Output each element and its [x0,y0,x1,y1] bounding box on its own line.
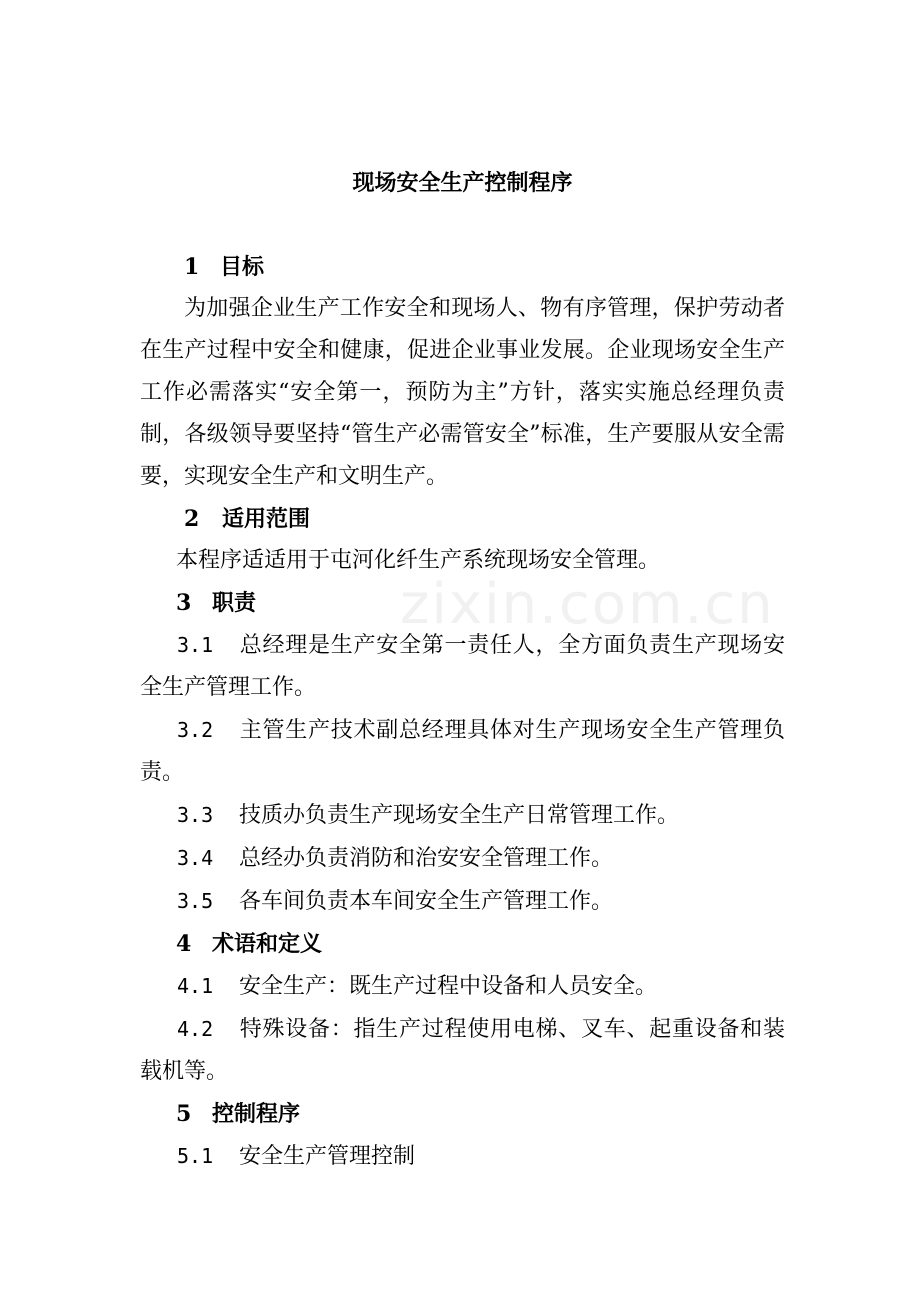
list-item [140,1008,785,1093]
item-number: 3.2 [177,718,214,742]
item-text: 总经理是生产安全第一责任人，全方面负责生产现场安全生产管理工作。 [140,633,785,700]
list-item [140,1135,785,1178]
section-label: 术语和定义 [212,931,323,957]
item-number: 5.1 [177,1144,214,1168]
document-title: 现场安全生产控制程序 [352,170,573,196]
item-number: 4.2 [177,1017,214,1041]
document-body [140,162,785,1178]
section-heading-4 [140,923,785,965]
item-text: 安全生产管理控制 [239,1144,416,1169]
item-text: 安全生产：既生产过程中设备和人员安全。 [239,974,658,999]
item-text: 技质办负责生产现场安全生产日常管理工作。 [239,803,680,828]
section-number: 3 [176,590,192,616]
list-item [140,794,785,837]
section-label: 适用范围 [222,506,311,532]
section-label: 控制程序 [212,1101,301,1127]
item-number: 3.5 [177,889,214,913]
section-number: 2 [184,506,200,532]
item-text: 总经办负责消防和治安安全管理工作。 [239,846,614,871]
section-label: 目标 [220,254,265,280]
section-1-paragraph: 为加强企业生产工作安全和现场人、物有序管理，保护劳动者在生产过程中安全和健康，促进企业事业发展。企业现场安全生产工作必需落实“安全第一，预防为主”方针，落实实施总经理负责制，各级领导要坚持“管生产必需管安全”标准，生产要服从安全需要，实现安全生产和文明生产。 [140,296,785,489]
list-item [140,965,785,1008]
section-label: 职责 [212,590,257,616]
section-number: 4 [176,931,192,957]
item-number: 4.1 [177,974,214,998]
watermark: zixin.com.cn [400,572,775,637]
item-text: 主管生产技术副总经理具体对生产现场安全生产管理负责。 [140,718,785,785]
list-item [140,624,785,709]
section-2-paragraph: 本程序适适用于屯河化纤生产系统现场安全管理。 [176,548,661,573]
item-number: 3.3 [177,803,214,827]
item-text: 特殊设备：指生产过程使用电梯、叉车、起重设备和装载机等。 [140,1017,785,1084]
list-item [140,880,785,923]
section-number: 5 [176,1101,192,1127]
list-item [140,837,785,880]
section-heading-5 [140,1093,785,1135]
list-item [140,709,785,794]
section-heading-2 [140,498,785,540]
item-text: 各车间负责本车间安全生产管理工作。 [239,889,614,914]
section-number: 1 [184,254,200,280]
item-number: 3.4 [177,846,214,870]
section-heading-3 [140,582,785,624]
item-number: 3.1 [177,633,214,657]
section-heading-1 [140,246,785,288]
